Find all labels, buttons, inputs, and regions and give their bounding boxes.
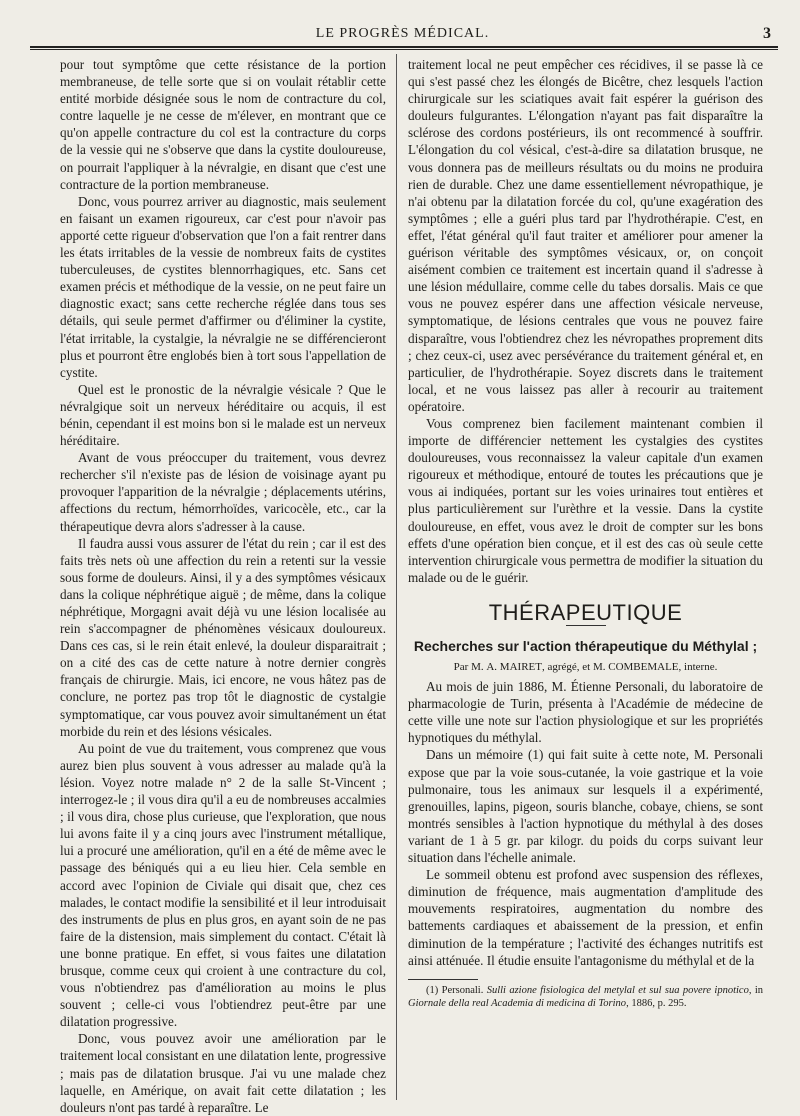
paragraph: Vous comprenez bien facilement maintenant combien il importe de différencier nettement les cystalgies des cystites douloureuses, vous reconnaissez la valeur capitale d'un examen rigoureux et méthodique, entouré de toutes les précautions que je vous ai indiquées, portant sur les voies urinaires tout entières et plus particulièrement sur l'urèthre et la vessie. Dans la cystite douloureuse, en effet, vous avez le droit de compter sur les bons effets d'une opération bien conçue, et il est des cas où seule cette intervention chirurgicale vous permettra de modifier la situation du malade ou de le guérir.: [408, 415, 763, 585]
footnote-rule: [408, 979, 478, 980]
paragraph: Au point de vue du traitement, vous comprenez que vous aurez bien plus souvent à vous adresser au malade qu'à la lésion. Voyez notre malade n° 2 de la salle St-Vincent ; interrogez-le ; il vous dira qu'il a eu de nombreuses accalmies ; il vous dira, chose plus curieuse, que l'exploration, que nous lui avons faite il y a cinq jours avec l'instrument métallique, lui a procuré une amélioration, qu'il en a été de même avec le passage des béniqués qui a eu lieu hier. Cela semble en accord avec l'opinion de Civiale qui disait que, chez ces malades, le contact modifie la sensibilité et il leur introduisait des instruments de plus en plus gros, en ayant soin de ne pas faire de la distension, mais simplement du contact. C'était là une bonne pratique. En effet, si vous faites une dilatation brusque, comme ceux qui croient à une contracture du col, vous n'obtiendrez pas d'amélioration au moins le plus souvent ; celle-ci vous l'obtiendrez peut-être par une dilatation progressive.: [60, 740, 386, 1030]
byline-suffix: , interne.: [678, 661, 718, 673]
footnote-suffix: , 1886, p. 295.: [626, 997, 687, 1009]
paragraph: Dans un mémoire (1) qui fait suite à cette note, M. Personali expose que par la voie sous-cutanée, la voie gastrique et la voie pulmonaire, tous les animaux sur lesquels il a expérimenté, grenouilles, lapins, pigeon, souris blanche, cobaye, chiens, se sont montrés sensibles à l'action hypnotique du méthylal à des doses variant de 1 à 5 gr. par kilogr. du poids du corps suivant leur situation dans l'échelle animale.: [408, 747, 763, 866]
paragraph: Au mois de juin 1886, M. Étienne Personali, du laboratoire de pharmacologie de Turin, présenta à l'Académie de médecine de cette ville une note sur l'action physiologique et sur les propriétés hypnotiques du méthylal.: [408, 679, 763, 746]
byline-author: COMBEMALE: [608, 661, 679, 673]
right-column: [408, 56, 763, 1010]
paragraph: Le sommeil obtenu est profond avec suspension des réflexes, diminution de fréquence, mais augmentation d'amplitude des mouvements respiratoires, augmentation du nombre des battements cardiaques et abaissement de la pression, et enfin diminution de la température ; l'activité des échanges nutritifs est ainsi atténuée. Il étudie ensuite l'antagonisme du méthylal et de la: [408, 867, 763, 968]
page-number: 3: [763, 25, 771, 42]
paragraph: Donc, vous pourrez arriver au diagnostic, mais seulement en faisant un examen rigoureux, car c'est pour n'avoir pas apporté cette rigueur d'observation que l'on a fait rentrer dans les états irritables de la vessie de nombreux faits de cystites tuberculeuses, de cystites blennorrhagiques, etc. Sans cet examen précis et méthodique de la vessie, on ne peut faire un diagnostic exact; sans cette recherche réglée dans tous ses détails, qui seule permet d'affirmer ou d'éliminer la cystite, l'état irritable, la cystalgie, la névralgie ne se différencieront plus et pourront être englobés bien à tort sous l'appellation de cystite.: [60, 193, 386, 380]
footnote-prefix: (1) Personali.: [426, 984, 487, 996]
paragraph: Avant de vous préoccuper du traitement, vous devrez rechercher s'il n'existe pas de lésion de voisinage ayant pu provoquer l'apparition de la névralgie ; déplacements utérins, affections du rectum, hémorrhoïdes, varicocèle, etc., car la thérapeutique devra alors s'adresser à la cause.: [60, 450, 386, 534]
footnote-journal: Giornale della real Academia di medicina di Torino: [408, 997, 627, 1009]
section-heading: THÉRAPEUTIQUE: [488, 599, 683, 625]
header-rule: [30, 46, 778, 50]
paragraph: Donc, vous pouvez avoir une amélioration par le traitement local consistant en une dilatation lente, progressive ; mais pas de dilatation brusque. J'ai vu une malade chez laquelle, en Amérique, on avait fait cette dilatation ; les douleurs n'ont pas tardé à reparaître. Le: [60, 1031, 386, 1115]
left-column: [60, 56, 386, 1116]
byline: [408, 659, 763, 676]
footnote-middle: , in: [748, 984, 763, 996]
running-title: LE PROGRÈS MÉDICAL.: [315, 26, 490, 41]
article-title: Recherches sur l'action thérapeutique du Méthylal ;: [413, 638, 758, 654]
paragraph: Quel est le pronostic de la névralgie vésicale ? Que le névralgique soit un nerveux héréditaire ou acquis, il est bénin, cependant il est moins bon si le malade est un nerveux héréditaire.: [60, 381, 386, 449]
running-head: [30, 26, 775, 44]
footnote-work-title: Sulli azione fisiologica del metylal et sul sua povere ipnotico: [486, 984, 749, 996]
paragraph: pour tout symptôme que cette résistance de la portion membraneuse, de telle sorte que si on voulait rétablir cette entité morbide désignée sous le nom de contracture du col, contre laquelle je ne cesse de m'élever, en montrant que ce qu'on appelle contracture du col est la contracture du corps de la vessie qui ne s'observe que dans la cystite douloureuse, on pourrait l'appliquer à la névralgie, en disant que c'est une contracture de la portion membraneuse.: [60, 57, 386, 192]
column-divider: [396, 54, 397, 1100]
paragraph: traitement local ne peut empêcher ces récidives, il se passe là ce qui s'est passé chez les élongés de Bicêtre, chez lesquels l'action chirurgicale sur les sciatiques avait fait espérer la guérison des douleurs fulgurantes. L'élongation n'ayant pas fait disparaître la sclérose des cordons postérieurs, ils ont recommencé à souffrir. L'élongation du col vésical, c'est-à-dire sa dilatation brusque, ne vous donnera pas de meilleurs résultats ou du moins ne produira rien de durable. Chez une dame essentiellement névropathique, je n'ai obtenu par la dilatation forcée du col, qu'une exagération des symptômes ; elle a guéri plus tard par l'hydrothérapie. C'est, en effet, l'état général qu'il faut traiter et améliorer pour amener la guérison véritable des symptômes vésicaux, or, on conçoit aisément combien ce traitement est incertain quand il s'adresse à une lésion médullaire, comme celle du tabes dorsalis. Mais ce que vous ne pouvez espérer dans une affection vésicale nerveuse, symptomatique, de lésions centrales que vous ne pouvez faire disparaître, vous l'obtiendrez chez les névropathes proprement dits ; chez ceux-ci, usez avec persévérance du traitement général et, en particulier, de l'hydrothérapie. Soyez discrets dans le traitement local, et ne vous laissez pas aller à recourir au traitement opératoire.: [408, 57, 763, 414]
section-rule: [566, 625, 606, 626]
paragraph: Il faudra aussi vous assurer de l'état du rein ; car il est des faits très nets où une affection du rein a retenti sur la vessie sous forme de douleurs. Ainsi, il y a des symptômes vésicaux dans la colique néphrétique aiguë ; de même, dans la colique néphrétique, Morgagni avait déjà vu une lésion localisée au rein s'accompagner de phénomènes vésicaux douloureux. Dans ces cas, si le rein était enlevé, la douleur disparaitrait ; on a cité des cas de cette nature à notre dernier congrès français de chirurgie. Mais, ici encore, ne vous hâtez pas de conclure, ne portez pas trop tôt le diagnostic de cystalgie symptomatique, car vous pouvez avoir simultanément un état morbide du rein et des lésions vésicales.: [60, 535, 386, 739]
byline-author: A. MAIRET: [486, 661, 542, 673]
byline-middle: , agrégé, et M.: [541, 661, 609, 673]
byline-prefix: Par M.: [453, 661, 487, 673]
footnote: [408, 984, 763, 1010]
